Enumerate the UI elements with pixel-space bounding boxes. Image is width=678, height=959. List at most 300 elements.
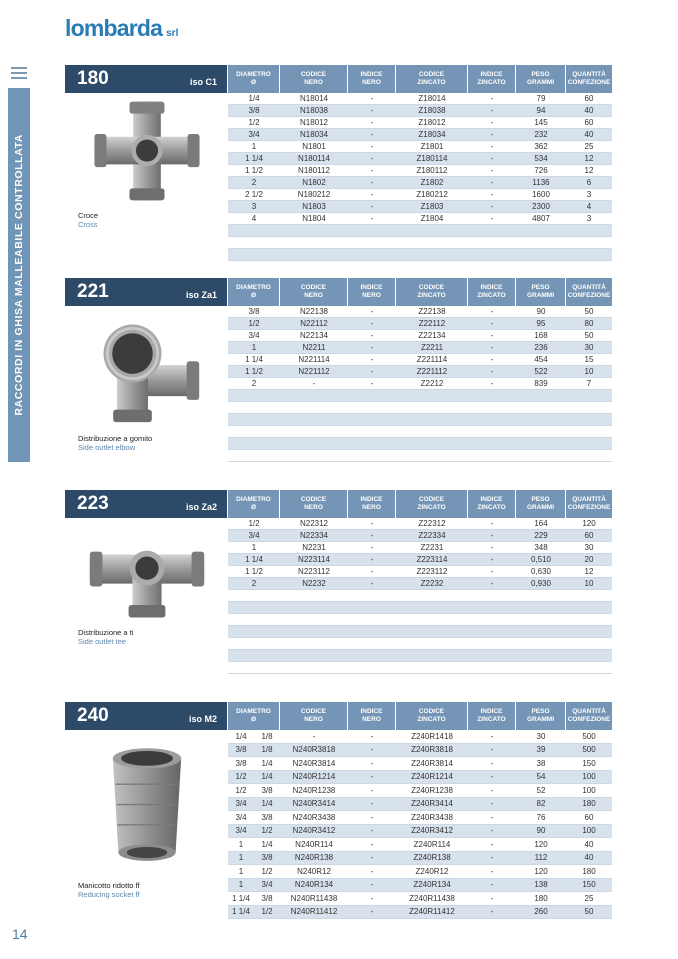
table-row (228, 141, 612, 153)
table-cell (468, 225, 516, 236)
table-cell: 100 (582, 826, 596, 836)
table-cell: 30 (584, 543, 594, 552)
table-cell: 348 (534, 543, 548, 552)
table-cell: Z22112 (418, 319, 446, 328)
section-header (65, 490, 612, 518)
side-outlet-elbow-photo (84, 311, 210, 427)
table-cell (516, 614, 566, 625)
table-cell (566, 450, 612, 461)
table-cell: Z2232 (420, 579, 444, 588)
table-cell: 1 1/4 (238, 839, 273, 849)
table-cell (566, 638, 612, 649)
caption-english: Reducing socket ff (78, 890, 140, 899)
table-cell (566, 402, 612, 413)
table-cell: Z221114 (416, 355, 448, 364)
table-cell: 839 (534, 379, 548, 388)
table-cell: - (370, 154, 374, 163)
table-cell: - (370, 785, 374, 795)
table-cell: N22138 (299, 307, 329, 316)
table-cell: 2300 (532, 202, 550, 211)
table-cell: 180 (582, 799, 596, 809)
table-cell: 2 (251, 579, 257, 588)
table-row (228, 784, 612, 798)
table-cell: 0,510 (530, 555, 552, 564)
table-row (228, 318, 612, 330)
column-header: CODICE NERO (280, 278, 348, 306)
table-cell (228, 650, 280, 661)
table-cell: N1803 (302, 202, 326, 211)
table-cell: - (370, 178, 374, 187)
table-cell: 1/4 1/8 (235, 731, 273, 741)
table-cell: - (490, 331, 494, 340)
table-cell: 25 (584, 893, 594, 903)
table-cell: - (490, 799, 494, 809)
table-cell: 90 (536, 826, 546, 836)
table-row-empty (228, 249, 612, 261)
table-row (228, 153, 612, 165)
table-cell (396, 225, 468, 236)
table-cell: N240R11438 (290, 893, 338, 903)
table-cell: N2231 (302, 543, 326, 552)
column-header: QUANTITÀ CONFEZIONE (566, 702, 612, 730)
table-cell: N240R3412 (292, 826, 336, 836)
table-row (228, 811, 612, 825)
photo-column (65, 93, 228, 261)
table-cell: 3/8 (248, 106, 260, 115)
table-cell: 39 (536, 745, 546, 755)
table-cell: 3 (251, 202, 257, 211)
table-row-empty (228, 590, 612, 602)
table-cell: 1 3/4 (238, 880, 273, 890)
brand-logo (65, 15, 178, 42)
table-cell (468, 426, 516, 437)
table-cell: 1 3/8 (238, 853, 273, 863)
table-cell: 112 (534, 853, 548, 863)
table-cell: N240R1214 (292, 772, 336, 782)
table-row (228, 518, 612, 530)
table-cell: 10 (584, 579, 594, 588)
table-cell: 232 (534, 130, 548, 139)
table-cell: 120 (534, 839, 548, 849)
column-header: CODICE ZINCATO (396, 65, 468, 93)
column-header: CODICE NERO (280, 702, 348, 730)
product-code: 180 (77, 68, 109, 89)
table-row (228, 566, 612, 578)
table-cell: N1801 (302, 142, 326, 151)
table-cell: Z1803 (420, 202, 444, 211)
section-header (65, 702, 612, 730)
table-cell: 150 (582, 758, 596, 768)
table-cell (468, 438, 516, 449)
table-cell: - (490, 866, 494, 876)
table-cell: 1 1/4 3/8 (232, 893, 273, 903)
table-cell: N240R114 (295, 839, 333, 849)
column-header: PESO GRAMMI (516, 490, 566, 518)
table-cell: - (370, 214, 374, 223)
table-cell (396, 626, 468, 637)
table-cell: 3/8 1/4 (235, 758, 273, 768)
table-cell: N22134 (299, 331, 329, 340)
column-headers (228, 65, 612, 93)
table-cell: 12 (584, 567, 594, 576)
table-cell: 3/8 (248, 307, 260, 316)
table-cell: Z240R134 (413, 880, 451, 890)
table-cell (396, 614, 468, 625)
table-cell: N180114 (298, 154, 330, 163)
table-cell: - (490, 214, 494, 223)
table-cell: - (490, 319, 494, 328)
table-cell (280, 626, 348, 637)
table-cell: - (490, 812, 494, 822)
table-cell (566, 650, 612, 661)
table-cell: Z240R3814 (411, 758, 453, 768)
category-sidebar-label: RACCORDI IN GHISA MALLEABILE CONTROLLATA (13, 134, 25, 416)
table-cell: - (490, 826, 494, 836)
table-row (228, 852, 612, 866)
column-header: CODICE ZINCATO (396, 278, 468, 306)
table-cell: 10 (584, 367, 594, 376)
table-cell: - (490, 893, 494, 903)
table-row (228, 201, 612, 213)
table-cell (228, 626, 280, 637)
column-header: INDICE NERO (348, 278, 396, 306)
table-cell: Z22334 (418, 531, 446, 540)
column-header: INDICE ZINCATO (468, 702, 516, 730)
table-cell: Z223114 (416, 555, 448, 564)
table-cell: 1 (251, 543, 257, 552)
table-cell: 1600 (532, 190, 550, 199)
table-cell: 236 (534, 343, 548, 352)
table-cell: - (370, 94, 374, 103)
table-cell: Z180212 (416, 190, 448, 199)
table-cell: - (370, 567, 374, 576)
table-cell: Z240R3818 (411, 745, 453, 755)
table-cell (516, 249, 566, 260)
table-cell (516, 602, 566, 613)
table-cell (280, 662, 348, 673)
table-cell: 38 (536, 758, 546, 768)
table-cell (348, 390, 396, 401)
table-cell: 454 (534, 355, 548, 364)
table-cell (468, 602, 516, 613)
table-row-empty (228, 390, 612, 402)
table-cell (468, 662, 516, 673)
table-cell: N18014 (299, 94, 329, 103)
table-cell: - (370, 379, 374, 388)
table-cell: - (370, 202, 374, 211)
table-cell (566, 438, 612, 449)
table-cell: - (490, 343, 494, 352)
table-cell: 1 1/4 (245, 355, 263, 364)
table-cell: 1 (251, 343, 257, 352)
table-cell: N180112 (298, 166, 330, 175)
iso-standard-label: iso M2 (188, 714, 217, 724)
table-cell: Z240R1214 (411, 772, 453, 782)
table-cell: Z1801 (420, 142, 444, 151)
table-row (228, 892, 612, 906)
table-row (228, 93, 612, 105)
table-cell: - (370, 130, 374, 139)
table-cell (396, 237, 468, 248)
table-row (228, 865, 612, 879)
table-cell: N1804 (302, 214, 326, 223)
section-header (65, 278, 612, 306)
table-cell: 1 1/4 1/2 (232, 907, 273, 917)
table-cell (396, 638, 468, 649)
table-cell: Z1804 (420, 214, 444, 223)
table-cell (280, 650, 348, 661)
table-cell (516, 638, 566, 649)
table-row-empty (228, 662, 612, 674)
table-cell: 90 (536, 307, 546, 316)
table-cell: - (490, 785, 494, 795)
table-row (228, 838, 612, 852)
table-cell: - (370, 331, 374, 340)
table-cell: - (370, 745, 374, 755)
product-code: 221 (77, 281, 109, 302)
table-cell (348, 249, 396, 260)
table-rows (228, 306, 612, 462)
table-cell: 500 (582, 745, 596, 755)
column-header: INDICE ZINCATO (468, 65, 516, 93)
table-cell: 1/2 3/8 (235, 785, 273, 795)
iso-standard-label: iso Za1 (185, 290, 217, 300)
table-row (228, 825, 612, 839)
column-headers (228, 702, 612, 730)
table-cell (228, 590, 280, 601)
table-cell: 1/2 (248, 118, 260, 127)
table-cell: - (490, 772, 494, 782)
table-cell: N18038 (299, 106, 329, 115)
table-cell: 3/4 1/2 (235, 826, 273, 836)
table-row-empty (228, 602, 612, 614)
table-row-empty (228, 638, 612, 650)
table-cell: - (490, 731, 494, 741)
table-cell: - (370, 343, 374, 352)
table-row (228, 530, 612, 542)
table-row (228, 366, 612, 378)
table-cell (348, 414, 396, 425)
table-cell (280, 590, 348, 601)
table-cell (280, 602, 348, 613)
table-cell: - (490, 178, 494, 187)
table-cell: 30 (584, 343, 594, 352)
table-cell (280, 614, 348, 625)
table-cell: N22334 (299, 531, 329, 540)
table-cell: 40 (584, 853, 594, 863)
table-row (228, 757, 612, 771)
product-code-box (65, 490, 228, 518)
table-cell (396, 602, 468, 613)
table-cell (566, 414, 612, 425)
column-header: PESO GRAMMI (516, 702, 566, 730)
column-header: INDICE NERO (348, 490, 396, 518)
table-cell: - (490, 166, 494, 175)
table-cell: Z22312 (418, 519, 446, 528)
table-cell: - (490, 142, 494, 151)
section (65, 490, 612, 674)
table-cell: 1/2 (248, 319, 260, 328)
table-cell: N22112 (300, 319, 328, 328)
column-header: DIAMETRO Ø (228, 278, 280, 306)
table-cell (516, 450, 566, 461)
table-cell: - (490, 543, 494, 552)
table-cell: 6 (586, 178, 592, 187)
table-cell: - (370, 319, 374, 328)
table-cell: - (370, 543, 374, 552)
table-cell: - (490, 379, 494, 388)
table-cell: 726 (534, 166, 548, 175)
table-cell: - (490, 307, 494, 316)
table-cell (280, 438, 348, 449)
table-cell: 25 (584, 142, 594, 151)
table-cell (468, 390, 516, 401)
product-photo (65, 732, 228, 877)
table-cell (468, 590, 516, 601)
table-cell: 7 (586, 379, 592, 388)
table-cell: - (370, 758, 374, 768)
table-cell: N240R138 (294, 853, 334, 863)
table-cell (468, 638, 516, 649)
table-cell: Z180114 (416, 154, 448, 163)
table-cell: 2 (251, 178, 257, 187)
table-cell: Z18038 (418, 106, 446, 115)
table-cell (228, 414, 280, 425)
product-photo (65, 95, 228, 207)
table-cell: N240R3814 (292, 758, 336, 768)
table-cell: 4807 (532, 214, 550, 223)
table-cell: N18012 (299, 118, 329, 127)
table-cell: 522 (534, 367, 548, 376)
table-cell (280, 414, 348, 425)
table-cell: - (490, 579, 494, 588)
table-cell: N221112 (298, 367, 330, 376)
table-row-empty (228, 402, 612, 414)
table-cell: Z240R3412 (411, 826, 453, 836)
table-cell: - (370, 866, 374, 876)
caption-english: Side outlet elbow (78, 443, 136, 452)
table-row (228, 578, 612, 590)
brand-logo-text: lombarda (65, 15, 163, 41)
table-cell: - (370, 731, 374, 741)
table-row (228, 798, 612, 812)
table-cell (348, 438, 396, 449)
column-header: QUANTITÀ CONFEZIONE (566, 65, 612, 93)
table-cell (228, 225, 280, 236)
table-cell: N240R11412 (290, 907, 338, 917)
table-cell: - (370, 812, 374, 822)
table-rows (228, 518, 612, 674)
column-header: QUANTITÀ CONFEZIONE (566, 278, 612, 306)
table-cell: 0,930 (530, 579, 552, 588)
product-code: 240 (77, 705, 109, 726)
table-cell: Z18034 (418, 130, 446, 139)
table-cell (396, 650, 468, 661)
table-cell: 1 1/4 (245, 154, 263, 163)
table-cell (280, 390, 348, 401)
table-cell (228, 638, 280, 649)
table-cell (348, 402, 396, 413)
table-cell: 94 (536, 106, 546, 115)
table-cell (228, 438, 280, 449)
table-cell: - (370, 839, 374, 849)
photo-column (65, 306, 228, 462)
table-cell: - (370, 190, 374, 199)
table-cell: Z240R138 (413, 853, 451, 863)
table-cell: 3/4 (248, 531, 260, 540)
category-sidebar (8, 88, 30, 462)
table-row (228, 354, 612, 366)
table-row (228, 378, 612, 390)
table-cell: - (490, 130, 494, 139)
table-cell: - (370, 907, 374, 917)
table-cell: - (312, 731, 316, 741)
table-cell: 168 (534, 331, 548, 340)
table-cell: 1 1/2 (245, 567, 263, 576)
table-cell: Z240R3438 (411, 812, 453, 822)
table-cell (516, 438, 566, 449)
table-cell: 120 (582, 519, 596, 528)
table-cell (566, 614, 612, 625)
table-cell: 2 1/2 (245, 190, 263, 199)
section (65, 702, 612, 919)
table-cell: - (370, 142, 374, 151)
table-cell (566, 662, 612, 673)
table-cell (348, 225, 396, 236)
section-header (65, 65, 612, 93)
table-cell (396, 390, 468, 401)
table-cell (348, 602, 396, 613)
photo-column (65, 730, 228, 919)
table-cell (228, 614, 280, 625)
caption-italian: Manicotto ridotto ff (78, 881, 140, 890)
table-cell: 80 (584, 319, 594, 328)
table-row-empty (228, 626, 612, 638)
table-cell (566, 237, 612, 248)
table-cell: - (490, 355, 494, 364)
table-cell: - (490, 745, 494, 755)
section (65, 65, 612, 261)
table-cell: Z240R11438 (409, 893, 455, 903)
table-cell: 30 (536, 731, 546, 741)
table-cell: - (370, 307, 374, 316)
table-cell: 50 (584, 307, 594, 316)
column-headers (228, 278, 612, 306)
table-cell: 1 1/2 (245, 367, 263, 376)
table-cell: N1802 (302, 178, 326, 187)
table-cell: - (490, 106, 494, 115)
table-cell: - (312, 379, 316, 388)
table-cell: 500 (582, 731, 596, 741)
table-cell: 3 (586, 214, 592, 223)
table-row (228, 117, 612, 129)
table-cell: 95 (536, 319, 546, 328)
table-cell (348, 638, 396, 649)
table-cell (566, 225, 612, 236)
table-cell (348, 426, 396, 437)
table-cell (516, 426, 566, 437)
table-cell: - (490, 367, 494, 376)
table-cell: - (490, 839, 494, 849)
table-cell: - (490, 154, 494, 163)
table-cell: - (370, 880, 374, 890)
table-cell: N240R134 (294, 880, 334, 890)
column-header: CODICE ZINCATO (396, 702, 468, 730)
table-cell (280, 450, 348, 461)
table-cell: 100 (582, 785, 596, 795)
table-cell: 1/2 1/4 (235, 772, 273, 782)
table-row (228, 306, 612, 318)
